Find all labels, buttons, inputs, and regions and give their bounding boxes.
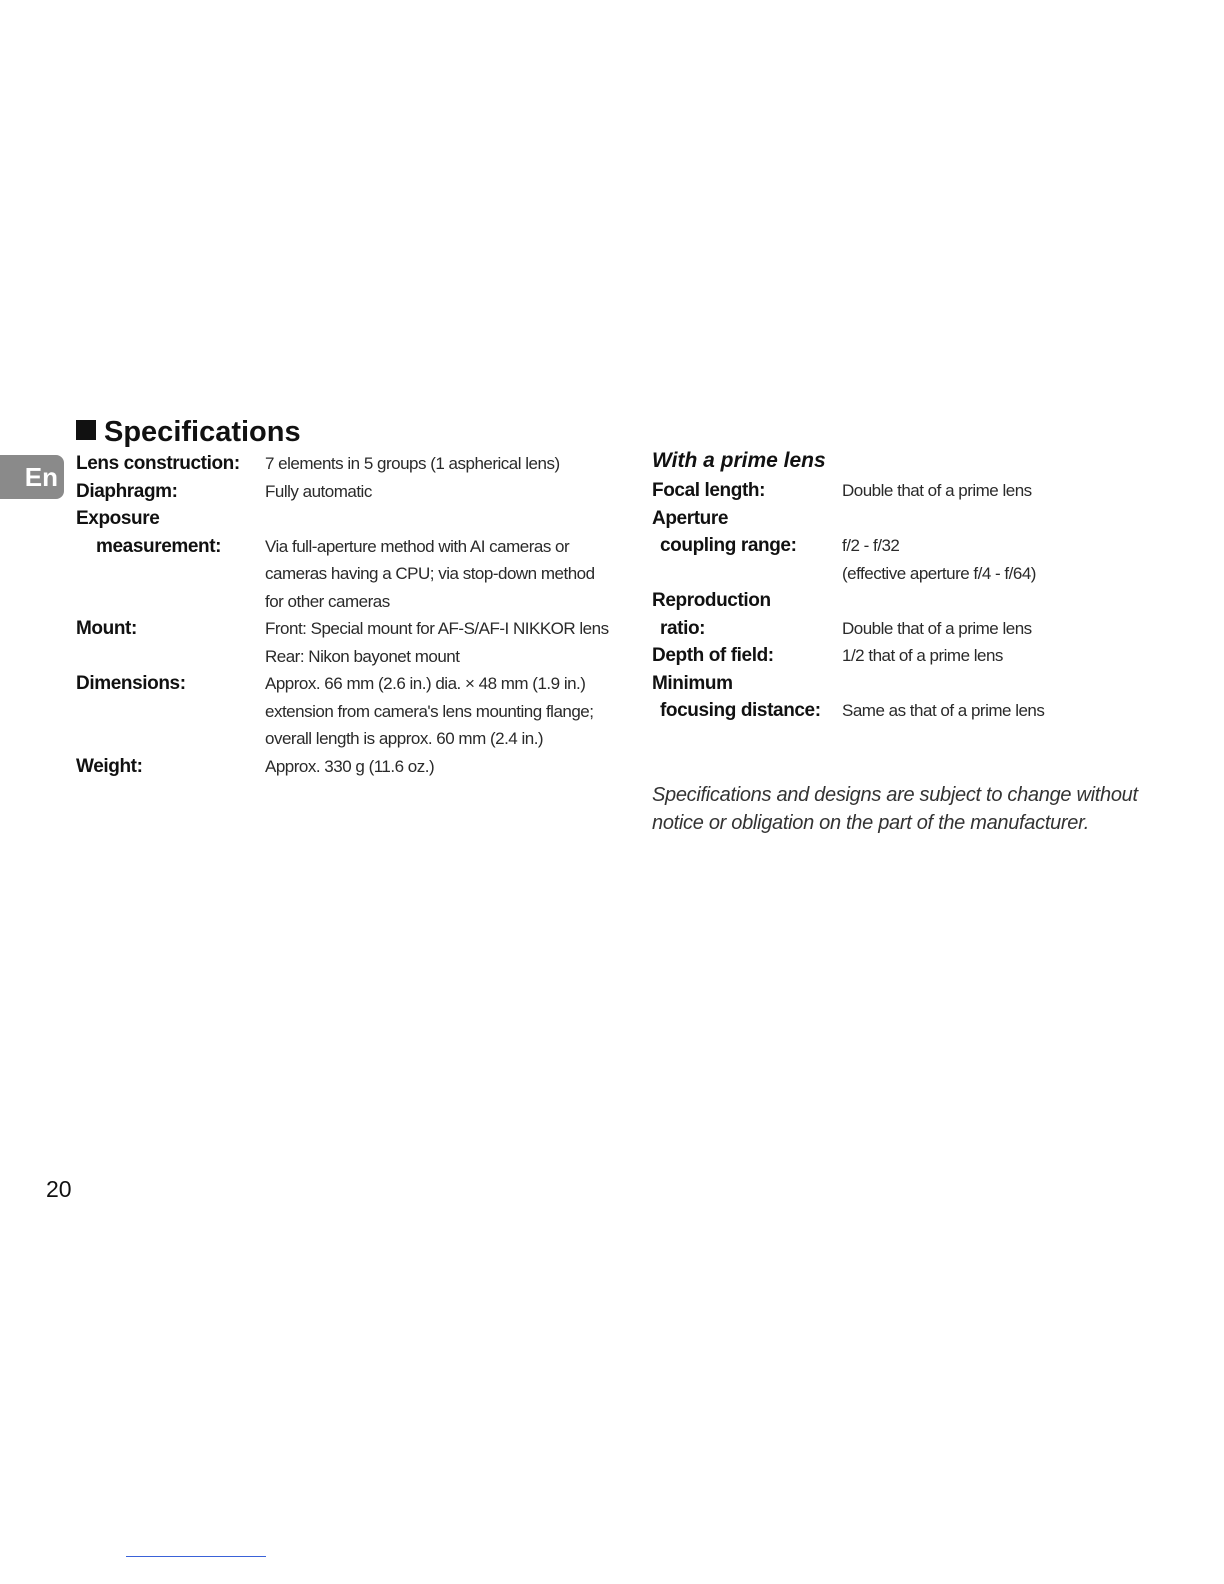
spec-row-focal-length	[652, 477, 1192, 505]
spec-value: Approx. 66 mm (2.6 in.) dia. × 48 mm (1.9 in.) extension from camera's lens mounting flange; overall length is approx. 60 mm (2.4 in.)	[265, 674, 594, 748]
spec-label: Mount:	[76, 618, 137, 639]
change-notice: Specifications and designs are subject to change without notice or obligation on the part of the manufacturer.	[652, 784, 1138, 834]
spec-value: Fully automatic	[265, 481, 372, 501]
spec-value: Front: Special mount for AF-S/AF-I NIKKOR lens Rear: Nikon bayonet mount	[265, 619, 609, 666]
spec-value: Same as that of a prime lens	[842, 701, 1045, 720]
spec-label: Dimensions:	[76, 673, 186, 694]
spec-value: f/2 - f/32 (effective aperture f/4 - f/64)	[842, 536, 1036, 583]
spec-row-minimum-focusing-distance	[652, 670, 1192, 725]
general-specifications	[76, 450, 609, 780]
spec-row-weight	[76, 753, 596, 781]
spec-row-dimensions	[76, 670, 596, 753]
page-number: 20	[46, 1176, 72, 1202]
spec-value: Approx. 330 g (11.6 oz.)	[265, 756, 435, 776]
spec-label: Weight:	[76, 755, 143, 777]
spec-row-reproduction-ratio	[652, 587, 1192, 642]
spec-label: Aperture coupling range:	[652, 507, 797, 556]
spec-label: Reproduction ratio:	[652, 590, 771, 639]
teleconverter-specifications	[652, 447, 1192, 725]
language-tab: En	[0, 455, 64, 499]
spec-label: Lens construction:	[76, 453, 240, 474]
spec-label: Exposure measurement:	[76, 508, 222, 557]
spec-value: 7 elements in 5 groups (1 aspherical lens)	[265, 454, 560, 473]
prime-lens-heading: With a prime lens	[652, 449, 826, 472]
spec-row-diaphragm	[76, 478, 596, 506]
spec-label: Minimum focusing distance:	[652, 672, 821, 721]
spec-value: 1/2 that of a prime lens	[842, 646, 1003, 665]
spec-label: Diaphragm:	[76, 480, 178, 502]
spec-label: Depth of field:	[652, 645, 774, 666]
spec-value: Double that of a prime lens	[842, 618, 1032, 638]
spec-row-lens-construction	[76, 450, 596, 478]
spec-row-aperture-coupling-range	[652, 505, 1192, 588]
spec-label: Focal length:	[652, 480, 766, 501]
spec-row-depth-of-field	[652, 642, 1192, 670]
bottom-rule	[126, 1556, 266, 1557]
section-title	[76, 414, 301, 450]
spec-row-exposure-measurement	[76, 505, 596, 615]
spec-value: Via full-aperture method with AI cameras or cameras having a CPU; via stop-down method for other cameras	[265, 536, 595, 611]
spec-row-mount	[76, 615, 609, 670]
square-bullet-icon	[76, 420, 96, 440]
spec-value: Double that of a prime lens	[842, 481, 1032, 500]
section-title-text: Specifications	[104, 416, 301, 448]
